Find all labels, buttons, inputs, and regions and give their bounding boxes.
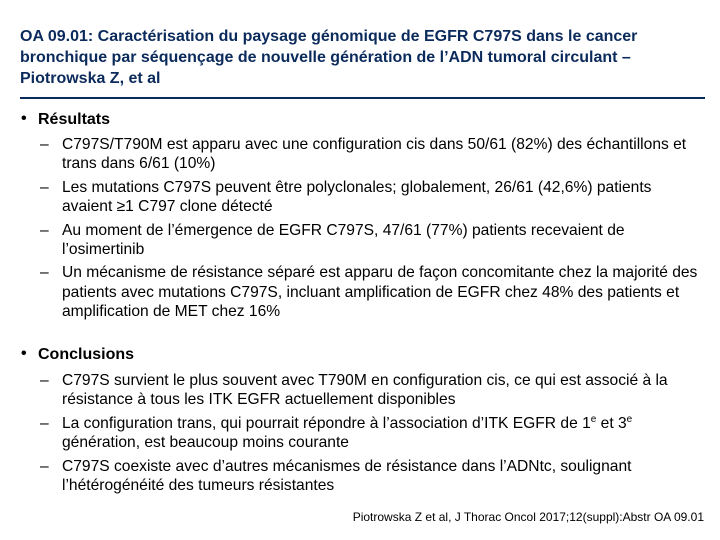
section-heading-label: Résultats — [38, 111, 111, 128]
section-heading-label: Conclusions — [38, 346, 135, 363]
dash-icon: – — [40, 264, 49, 282]
list-item-text: Au moment de l’émergence de EGFR C797S, 47/61 (77%) patients recevaient de l’osimertinib — [62, 221, 625, 259]
list-item — [40, 414, 705, 453]
section-heading-conclusions — [21, 345, 135, 365]
list-item-text: C797S coexiste avec d’autres mécanismes de résistance dans l’ADNtc, soulignant l’hétérogénéité des tumeurs résistantes — [62, 457, 632, 495]
citation: Piotrowska Z et al, J Thorac Oncol 2017;12(suppl):Abstr OA 09.01 — [352, 510, 704, 524]
dash-icon: – — [40, 178, 49, 196]
list-item-text: C797S survient le plus souvent avec T790M en configuration cis, ce qui est associé à la résistance à tous les ITK EGFR actuellement disponibles — [62, 372, 668, 409]
dash-icon: – — [40, 221, 49, 239]
bullet-icon: • — [21, 345, 27, 362]
list-item — [40, 457, 705, 496]
list-item — [40, 263, 705, 321]
list-item — [40, 371, 705, 410]
list-item-text: La configuration trans, qui pourrait répondre à l’association d’ITK EGFR de 1e et 3e génération, est beaucoup moins courante — [62, 413, 633, 452]
list-item — [40, 135, 705, 174]
list-item-text: Les mutations C797S peuvent être polyclonales; globalement, 26/61 (42,6%) patients avaient ≥1 C797 clone détecté — [62, 178, 652, 216]
list-item-text: Un mécanisme de résistance séparé est apparu de façon concomitante chez la majorité des patients avec mutations C797S, incluant amplification de EGFR chez 48% des patients et amplification de MET chez 16% — [62, 264, 698, 321]
list-item — [40, 178, 705, 217]
list-item — [40, 221, 705, 260]
dash-icon: – — [40, 372, 49, 389]
title-divider — [20, 97, 705, 99]
dash-icon: – — [40, 457, 49, 475]
dash-icon: – — [40, 136, 49, 153]
conclusions-list — [40, 371, 705, 499]
dash-icon: – — [40, 414, 49, 432]
list-item-text: C797S/T790M est apparu avec une configuration cis dans 50/61 (82%) des échantillons et trans dans 6/61 (10%) — [62, 136, 687, 173]
bullet-icon: • — [21, 110, 27, 127]
section-heading-results — [21, 110, 111, 130]
results-list — [40, 135, 705, 326]
slide-title: OA 09.01: Caractérisation du paysage génomique de EGFR C797S dans le cancer bronchique par séquençage de nouvelle génération de l’ADN tumoral circulant – Piotrowska Z, et al — [20, 28, 638, 87]
